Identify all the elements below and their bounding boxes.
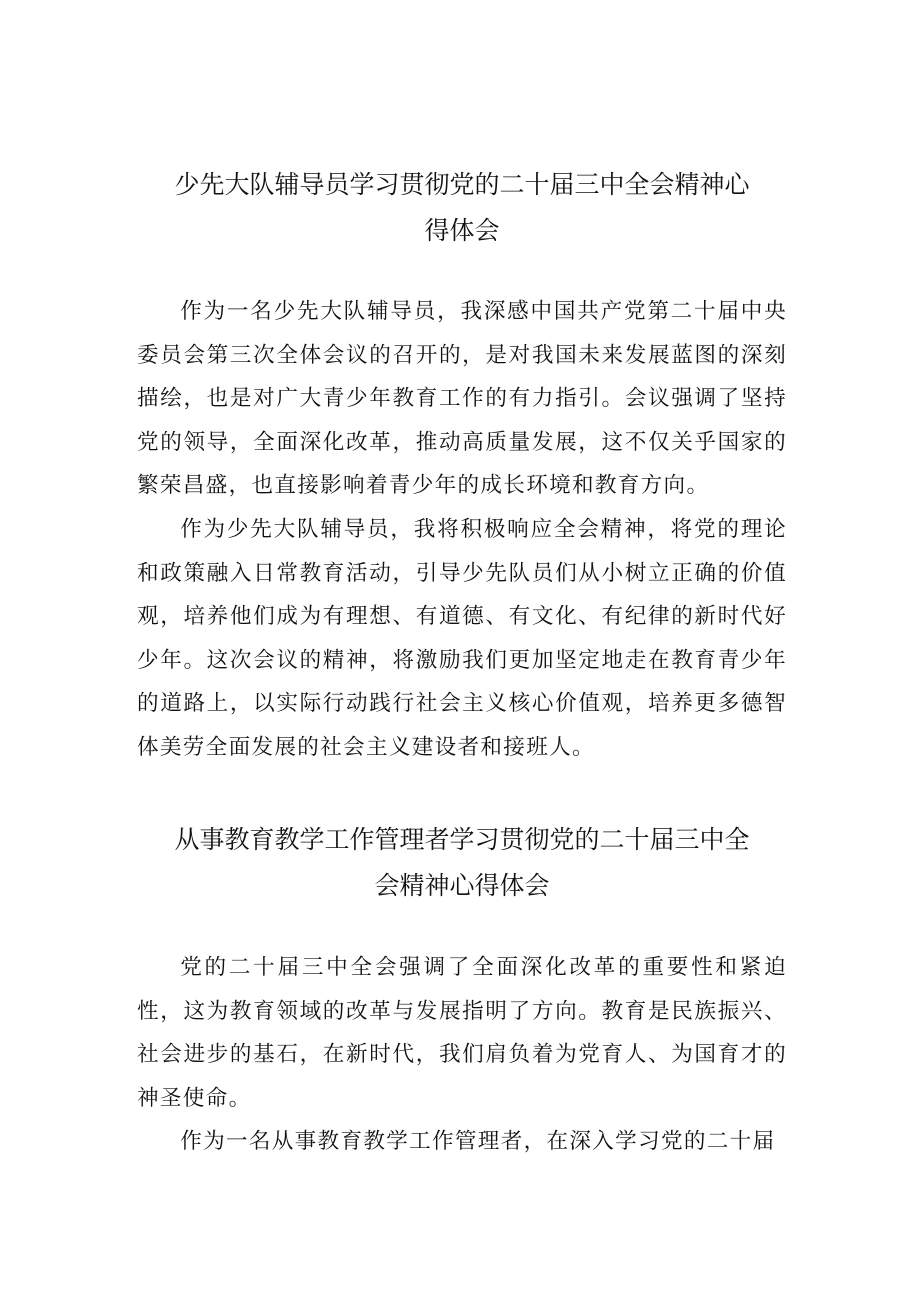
article-body-2 <box>137 946 787 1164</box>
paragraph: 作为少先大队辅导员，我将积极响应全会精神，将党的理论和政策融入日常教育活动，引导少先队员们从小树立正确的价值观，培养他们成为有理想、有道德、有文化、有纪律的新时代好少年。这次会议的精神，将激励我们更加坚定地走在教育青少年的道路上，以实际行动践行社会主义核心价值观，培养更多德智体美劳全面发展的社会主义建设者和接班人。 <box>137 516 787 760</box>
paragraph: 党的二十届三中全会强调了全面深化改革的重要性和紧迫性，这为教育领域的改革与发展指明了方向。教育是民族振兴、社会进步的基石，在新时代，我们肩负着为党育人、为国育才的神圣使命。 <box>137 955 787 1111</box>
article-section-2 <box>137 822 787 904</box>
title-line: 从事教育教学工作管理者学习贯彻党的二十届三中全 <box>174 825 750 854</box>
article-section-1 <box>137 167 787 249</box>
title-line: 少先大队辅导员学习贯彻党的二十届三中全会精神心 <box>174 170 750 199</box>
title-line: 会精神心得体会 <box>374 871 550 900</box>
article-title-2 <box>137 822 787 904</box>
paragraph: 作为一名从事教育教学工作管理者，在深入学习党的二十届 <box>180 1129 776 1155</box>
article-body-1 <box>137 290 787 770</box>
title-line: 得体会 <box>424 216 500 245</box>
article-title-1 <box>137 167 787 249</box>
paragraph: 作为一名少先大队辅导员，我深感中国共产党第二十届中央委员会第三次全体会议的召开的，是对我国未来发展蓝图的深刻描绘，也是对广大青少年教育工作的有力指引。会议强调了坚持党的领导，全面深化改革，推动高质量发展，这不仅关乎国家的繁荣昌盛，也直接影响着青少年的成长环境和教育方向。 <box>137 299 787 499</box>
